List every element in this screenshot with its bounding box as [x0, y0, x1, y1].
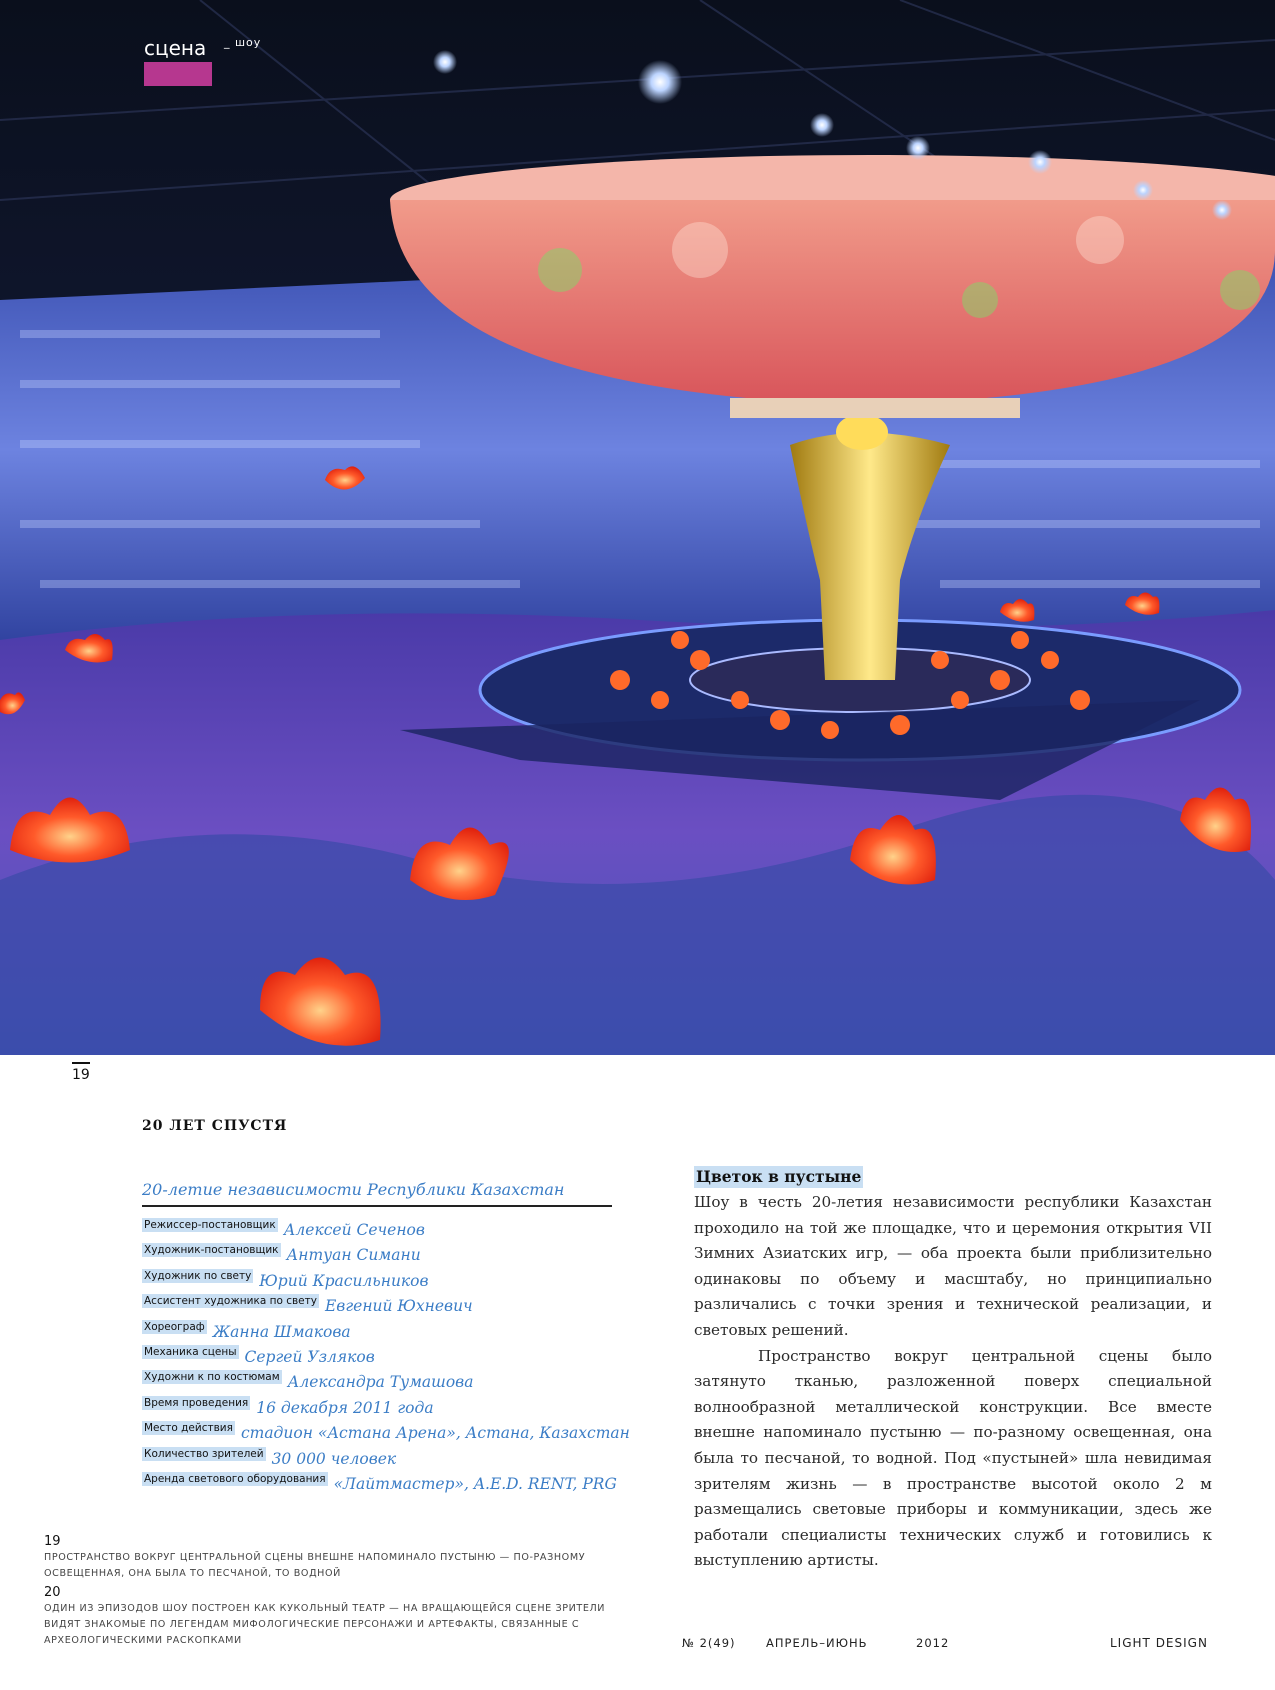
credit-row	[142, 1446, 612, 1471]
credit-row	[142, 1319, 612, 1344]
issue-year: 2012	[916, 1636, 950, 1650]
credit-row	[142, 1268, 612, 1293]
article-body	[694, 1166, 1212, 1574]
figure-number: 19	[72, 1062, 90, 1083]
credit-name: 16 декабря 2011 года	[256, 1398, 434, 1417]
photo-captions	[44, 1533, 614, 1651]
caption-number: 20	[44, 1585, 61, 1600]
credit-row	[142, 1369, 612, 1394]
credit-name: 30 000 человек	[271, 1449, 397, 1468]
credit-role: Художни к по костюмам	[144, 1371, 280, 1384]
credit-role: Механика сцены	[144, 1345, 237, 1358]
credit-row	[142, 1344, 612, 1369]
caption-number: 19	[44, 1534, 61, 1549]
caption-text: ОДИН ИЗ ЭПИЗОДОВ ШОУ ПОСТРОЕН КАК КУКОЛЬНЫЙ ТЕАТР — НА ВРАЩАЮЩЕЙСЯ СЦЕНЕ ЗРИТЕЛИ ВИДЯТ ЗНАКОМЫЕ ПО ЛЕГЕНДАМ МИФОЛОГИЧЕСКИЕ ПЕРСОНАЖИ И АРТЕФАКТЫ, СВЯЗАННЫЕ С АРХЕОЛОГИЧЕСКИМИ РАСКОПКАМИ	[44, 1603, 606, 1646]
issue-number: № 2(49)	[682, 1636, 736, 1650]
credit-role: Ассистент художника по свету	[144, 1295, 317, 1308]
credit-name: «Лайтмастер», A.E.D. RENT, PRG	[333, 1474, 617, 1493]
article-paragraph: Шоу в честь 20-летия независимости республики Казахстан проходило на той же площадке, что и церемония открытия VII Зимних Азиатских игр, — оба проекта были приблизительно одинаковы по объему и масштабу, но принципиально различались с точки зрения и технической реализации, и световых решений.	[694, 1193, 1212, 1339]
credit-row	[142, 1242, 612, 1267]
credit-name: Евгений Юхневич	[324, 1297, 473, 1316]
credit-role: Хореограф	[144, 1320, 205, 1333]
credit-row	[142, 1395, 612, 1420]
credit-name: Александра Тумашова	[287, 1373, 474, 1392]
credit-role: Аренда светового оборудования	[144, 1472, 326, 1485]
credits-block	[142, 1180, 630, 1496]
credit-row	[142, 1420, 630, 1445]
credit-name: Сергей Узляков	[244, 1347, 375, 1366]
credit-role: Количество зрителей	[144, 1447, 264, 1460]
credit-role: Художник по свету	[144, 1269, 252, 1282]
article-heading: Цветок в пустыне	[696, 1167, 862, 1186]
credit-role: Место действия	[144, 1422, 233, 1435]
credit-name: Жанна Шмакова	[212, 1322, 351, 1341]
magazine-brand: LIGHT DESIGN	[1110, 1636, 1208, 1650]
credit-name: Алексей Сеченов	[283, 1221, 425, 1239]
section-sublabel: _ шоу	[224, 36, 262, 49]
section-color-bar	[144, 62, 212, 86]
credit-row	[142, 1471, 617, 1496]
section-tag	[144, 36, 262, 86]
credit-row	[142, 1217, 612, 1242]
issue-months: АПРЕЛЬ–ИЮНЬ	[766, 1636, 868, 1650]
credit-name: стадион «Астана Арена», Астана, Казахстан	[240, 1424, 630, 1443]
credit-role: Художник-постановщик	[144, 1244, 279, 1257]
credit-name: Юрий Красильников	[259, 1271, 429, 1290]
article-paragraph: Пространство вокруг центральной сцены было затянуто тканью, разложенной поверх специальной волнообразной металлической конструкции. Все вместе внешне напоминало пустыню — по-разному освещенная, она была то песчаной, то водной. Под «пустыней» шла невидимая зрителям жизнь — в пространстве высотой около 2 м размещались световые приборы и коммуникации, здесь же работали специалисты технических служб и готовились к выступлению артисты.	[694, 1346, 1212, 1570]
credit-role: Режиссер-постановщик	[144, 1219, 276, 1231]
credit-row	[142, 1293, 612, 1318]
rubric-title: 20 ЛЕТ СПУСТЯ	[142, 1118, 288, 1134]
credits-title: 20-летие независимости Республики Казахстан	[142, 1180, 612, 1207]
credit-role: Время проведения	[144, 1396, 249, 1409]
section-label: сцена	[144, 36, 207, 60]
credit-name: Антуан Симани	[286, 1246, 421, 1265]
caption-text: ПРОСТРАНСТВО ВОКРУГ ЦЕНТРАЛЬНОЙ СЦЕНЫ ВНЕШНЕ НАПОМИНАЛО ПУСТЫНЮ — ПО-РАЗНОМУ ОСВЕЩЕННАЯ, ОНА БЫЛА ТО ПЕСЧАНОЙ, ТО ВОДНОЙ	[44, 1552, 586, 1579]
